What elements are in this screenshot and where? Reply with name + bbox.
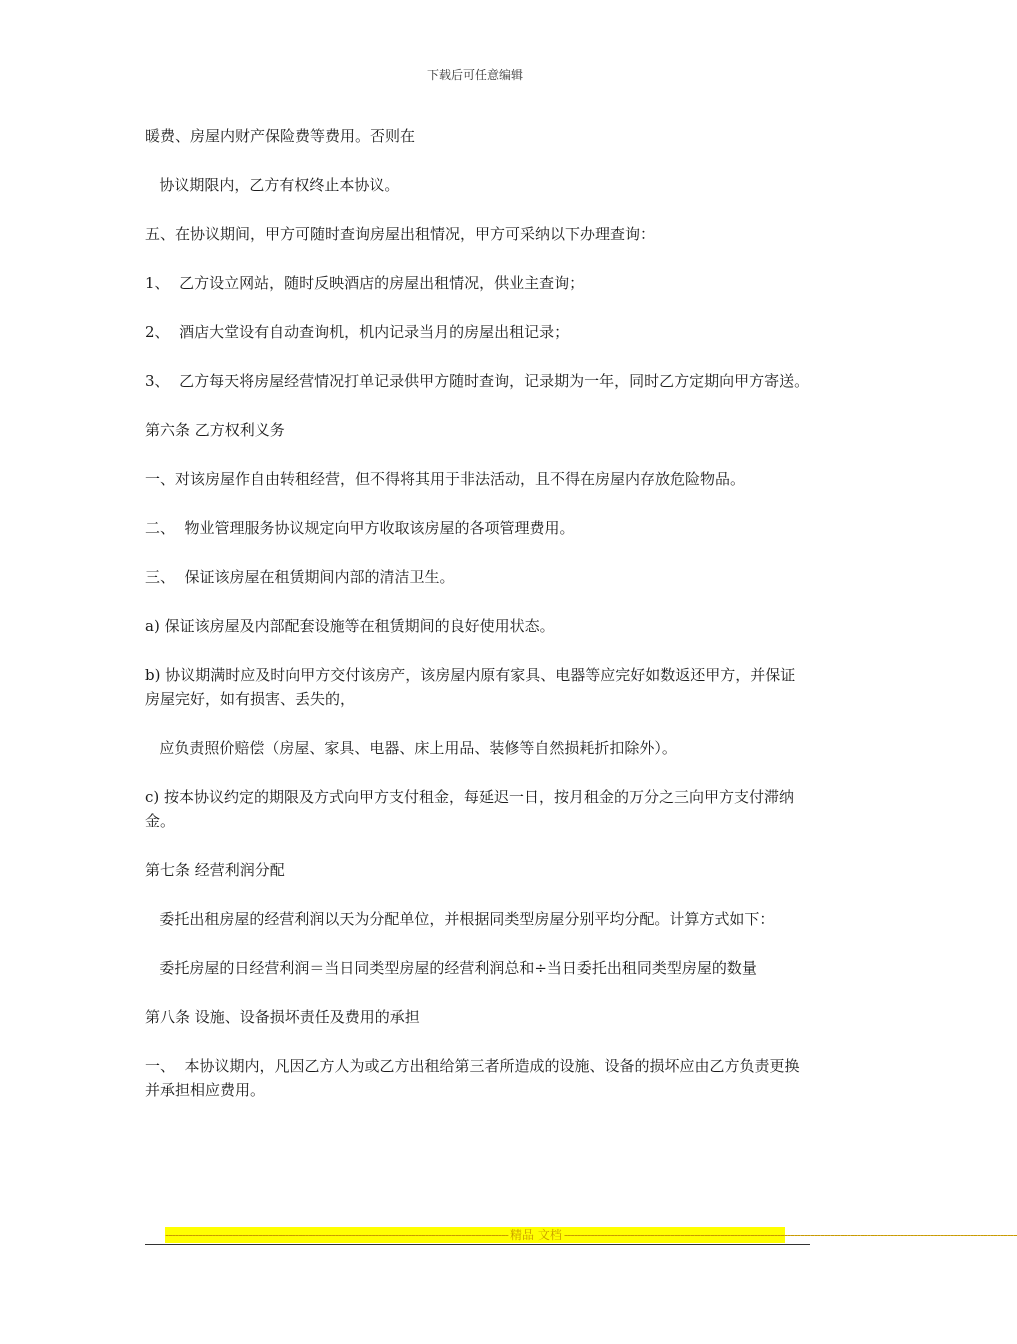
paragraph: 一、 本协议期内，凡因乙方人为或乙方出租给第三者所造成的设施、设备的损坏应由乙方负责更换并承担相应费用。 [145, 1057, 800, 1099]
footer-banner [165, 1227, 1017, 1243]
footer-dashes-left: ------------------------------------------------------------------------------------------------------- [165, 1228, 508, 1242]
paragraph: 五、在协议期间，甲方可随时查询房屋出租情况，甲方可采纳以下办理查询： [145, 225, 656, 243]
list-item: 3、 乙方每天将房屋经营情况打单记录供甲方随时查询，记录期为一年，同时乙方定期向甲方寄送。 [145, 372, 810, 390]
section-heading: 第七条 经营利润分配 [145, 861, 285, 879]
paragraph: 委托房屋的日经营利润＝当日同类型房屋的经营利润总和÷当日委托出租同类型房屋的数量 [145, 959, 757, 977]
section-heading: 第六条 乙方权利义务 [145, 421, 285, 439]
list-item: a) 保证该房屋及内部配套设施等在租赁期间的良好使用状态。 [145, 617, 555, 635]
paragraph: 二、 物业管理服务协议规定向甲方收取该房屋的各项管理费用。 [145, 519, 575, 537]
list-item: b) 协议期满时应及时向甲方交付该房产，该房屋内原有家具、电器等应完好如数返还甲方，并保证房屋完好，如有损害、丢失的， [145, 666, 796, 708]
section-heading: 第八条 设施、设备损坏责任及费用的承担 [145, 1008, 420, 1026]
paragraph: 协议期限内，乙方有权终止本协议。 [145, 176, 400, 194]
page-footer [145, 1227, 1017, 1245]
list-item: 1、 乙方设立网站，随时反映酒店的房屋出租情况，供业主查询； [145, 274, 585, 292]
list-item: c) 按本协议约定的期限及方式向甲方支付租金，每延迟一日，按月租金的万分之三向甲方支付滞纳金。 [145, 788, 795, 830]
paragraph: 暖费、房屋内财产保险费等费用。否则在 [145, 127, 416, 145]
document-body [145, 124, 810, 1127]
footer-label: 精品 文档 [510, 1228, 562, 1242]
list-item: 2、 酒店大堂设有自动查询机，机内记录当月的房屋出租记录； [145, 323, 570, 341]
page-header: 下载后可任意编辑 [426, 68, 523, 82]
footer-dashes-right: ---------------------------------------------------------------------------------------------------------------------------------------- [563, 1228, 1017, 1242]
paragraph: 一、对该房屋作自由转租经营，但不得将其用于非法活动，且不得在房屋内存放危险物品。 [145, 470, 746, 488]
footer-divider [145, 1244, 810, 1245]
paragraph: 三、 保证该房屋在租赁期间内部的清洁卫生。 [145, 568, 455, 586]
paragraph: 应负责照价赔偿（房屋、家具、电器、床上用品、装修等自然损耗折扣除外）。 [145, 739, 677, 757]
paragraph: 委托出租房屋的经营利润以天为分配单位，并根据同类型房屋分别平均分配。计算方式如下： [145, 910, 775, 928]
